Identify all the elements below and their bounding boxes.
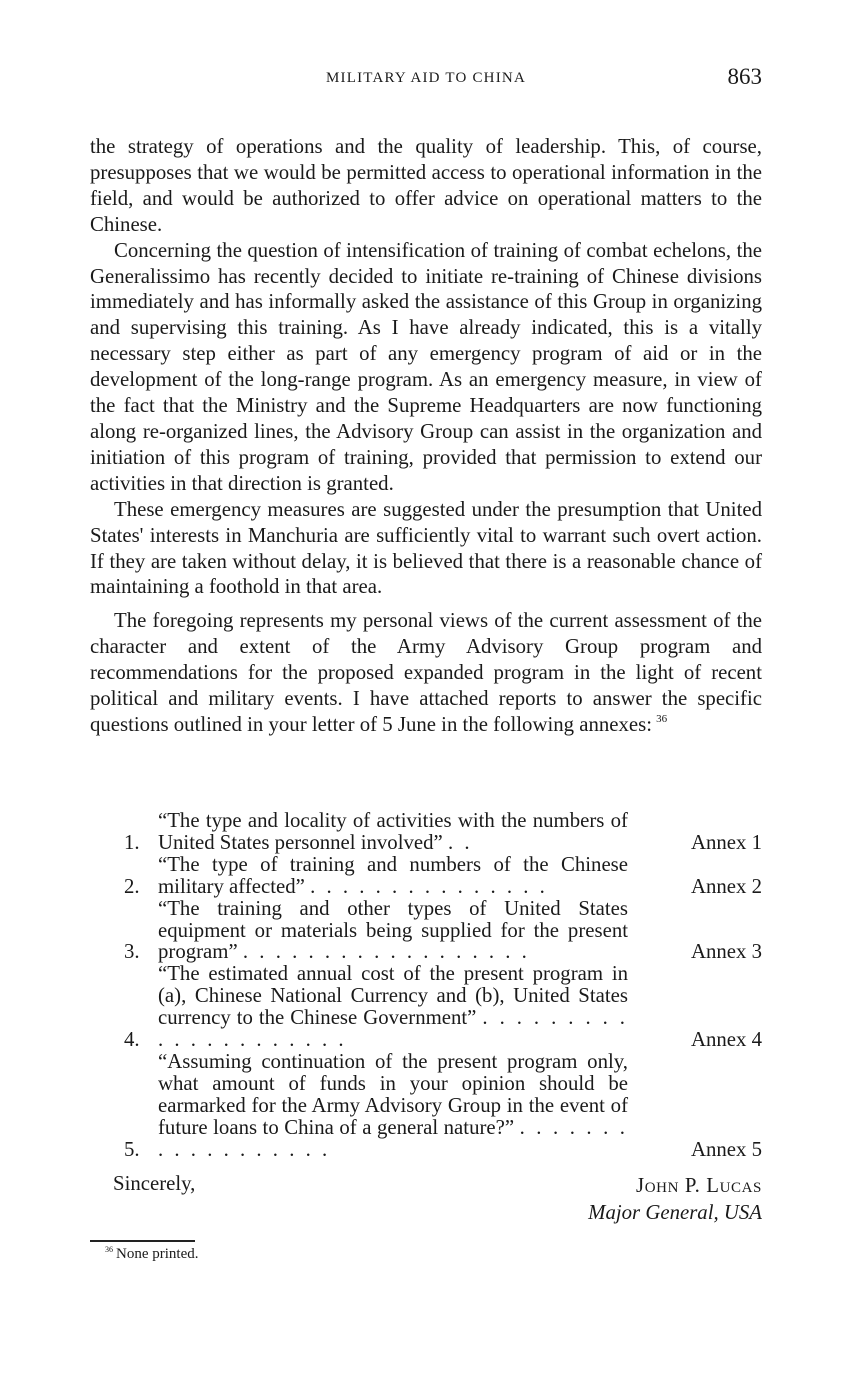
- annex-label: Annex 1: [690, 830, 762, 854]
- annex-list: [124, 810, 762, 1161]
- annex-number: 1.: [124, 830, 140, 854]
- dot-leader: . . . . . . . . . . . . . . . . . .: [242, 940, 530, 964]
- footnote-text: None printed.: [116, 1246, 199, 1262]
- annex-description: [158, 810, 628, 854]
- annex-description-text: “The type and locality of activities with the numbers of United States personnel involved”: [158, 809, 628, 854]
- annex-description: [158, 963, 628, 1051]
- footnote: [105, 1246, 199, 1263]
- signature-block: [588, 1172, 762, 1226]
- annex-description-text: “The type of training and numbers of the Chinese military affected”: [158, 852, 628, 898]
- footnote-divider: [90, 1240, 195, 1242]
- annex-item: [124, 898, 762, 964]
- dot-leader: . . . . . . . . . . . . . . . . . . . . .: [158, 1006, 629, 1052]
- annex-number: 3.: [124, 940, 140, 964]
- annex-description-text: “The estimated annual cost of the present program in (a), Chinese National Currency and (b), United States currency to the Chinese Government”: [158, 962, 628, 1030]
- paragraph-text: The foregoing represents my personal views of the current assessment of the character and extent of the Army Advisory Group program and recommendations for the proposed expanded program in the light of recent political and military events. I have attached reports to answer the specific questions outlined in your letter of 5 June in the following annexes:: [90, 609, 762, 736]
- annex-item: [124, 1051, 762, 1161]
- footnote-reference: 36: [656, 712, 668, 725]
- signatory-name: John P. Lucas: [636, 1174, 762, 1197]
- annex-number: 4.: [124, 1028, 140, 1052]
- paragraph: Concerning the question of intensification of training of combat echelons, the Generalissimo has recently decided to initiate re-training of Chinese divisions immediately and has informally asked the assistance of this Group in organizing and supervising this training. As I have already indicated, this is a vitally necessary step either as part of any emergency program of aid or in the development of the long-range program. As an emergency measure, in view of the fact that the Ministry and the Supreme Headquarters are now functioning along re-organized lines, the Advisory Group can assist in the organization and initiation of this program of training, provided that permission to extend our activities in that direction is granted.: [90, 238, 762, 495]
- annex-description: [158, 854, 628, 898]
- salutation: Sincerely,: [113, 1172, 196, 1195]
- annex-item: [124, 963, 762, 1051]
- annex-label: Annex 3: [690, 940, 762, 964]
- paragraph: These emergency measures are suggested under the presumption that United States' interests in Manchuria are sufficiently vital to warrant such overt action. If they are taken without delay, it is believed that there is a reasonable chance of maintaining a foothold in that area.: [90, 497, 762, 599]
- footnote-marker: 36: [105, 1245, 113, 1254]
- annex-label: Annex 5: [690, 1137, 762, 1161]
- dot-leader: . . . . . . . . . . . . . . .: [310, 874, 548, 898]
- paragraph: the strategy of operations and the quality of leadership. This, of course, presupposes that we would be permitted access to operational information in the field, and would be authorized to offer advice on operational matters to the Chinese.: [90, 135, 762, 236]
- page-number: 863: [727, 64, 762, 89]
- annex-description-text: “Assuming continuation of the present program only, what amount of funds in your opinion should be earmarked for the Army Advisory Group in the event of future loans to China of a general nature?”: [158, 1049, 628, 1139]
- annex-item: [124, 810, 762, 854]
- dot-leader: . .: [447, 830, 473, 854]
- page-header: [90, 66, 762, 96]
- annex-label: Annex 2: [690, 874, 762, 898]
- annex-label: Annex 4: [690, 1028, 762, 1052]
- annex-item: [124, 854, 762, 898]
- annex-description-text: “The training and other types of United States equipment or materials being supplied for the present program”: [158, 896, 628, 964]
- signatory-title: Major General, USA: [588, 1201, 762, 1224]
- running-title: MILITARY AID TO CHINA: [326, 70, 526, 86]
- dot-leader: . . . . . . . . . . . . . . . . . .: [158, 1115, 629, 1161]
- annex-description: [158, 1051, 628, 1161]
- annex-number: 5.: [124, 1137, 140, 1161]
- letter-body: [90, 134, 762, 738]
- paragraph-with-footnote: [90, 608, 762, 738]
- annex-description: [158, 898, 628, 964]
- annex-number: 2.: [124, 874, 140, 898]
